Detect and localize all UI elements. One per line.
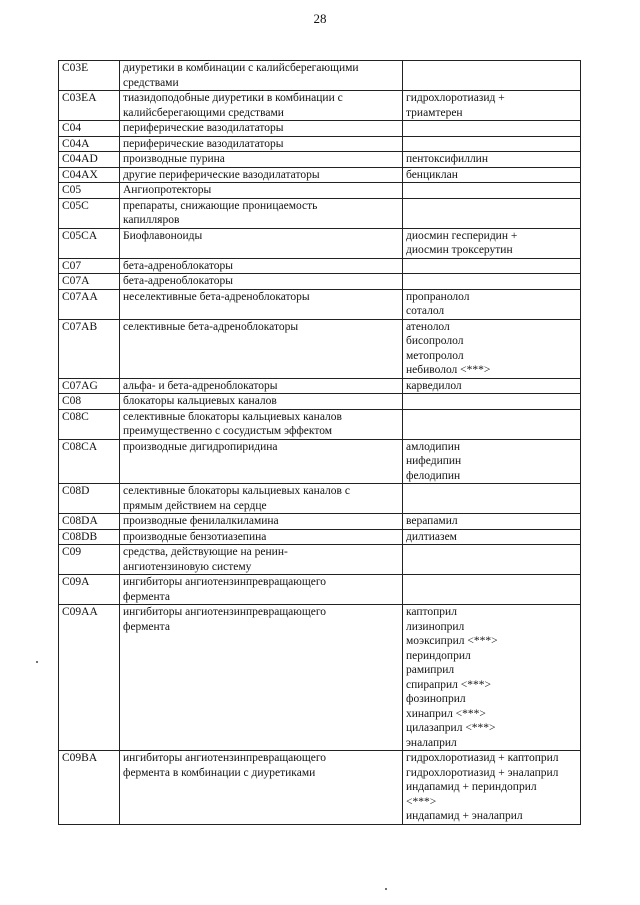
atc-group-name: селективные блокаторы кальциевых каналов с прямым действием на сердце [120, 484, 403, 514]
drug-list [403, 228, 581, 258]
atc-group-name: селективные блокаторы кальциевых каналов преимущественно с сосудистым эффектом [120, 409, 403, 439]
table-row [59, 152, 581, 168]
atc-group-name: тиазидоподобные диуретики в комбинации с калийсберегающими средствами [120, 91, 403, 121]
drug-list [403, 751, 581, 825]
drug-list [403, 152, 581, 168]
drug-list [403, 439, 581, 484]
drug-list [403, 167, 581, 183]
drug-name: верапамил [406, 515, 458, 527]
atc-code: C09 [59, 545, 120, 575]
drug-name: гидрохлоротиазид + каптоприл [406, 752, 559, 764]
drug-name: хинаприл <***> [406, 707, 486, 720]
drug-name: небиволол <***> [406, 364, 491, 376]
drug-list [403, 409, 581, 439]
table-row [59, 751, 581, 825]
drug-name: спираприл <***> [406, 678, 492, 691]
atc-group-name: Ангиопротекторы [120, 183, 403, 199]
table-row [59, 319, 581, 378]
atc-code: C04AX [59, 167, 120, 183]
table-row [59, 91, 581, 121]
drug-name: пропранолол [406, 290, 470, 303]
drug-list [403, 258, 581, 274]
atc-code: C04A [59, 136, 120, 152]
table-row [59, 378, 581, 394]
atc-group-name: ингибиторы ангиотензинпревращающего фермента [120, 575, 403, 605]
drug-name: амлодипин [406, 440, 461, 453]
drug-name: бисопролол [406, 335, 464, 347]
atc-group-name: бета-адреноблокаторы [120, 274, 403, 290]
drug-list [403, 575, 581, 605]
drug-name: атенолол [406, 320, 450, 333]
table-row [59, 61, 581, 91]
atc-code: C05CA [59, 228, 120, 258]
table-row [59, 605, 581, 751]
atc-code: C08CA [59, 439, 120, 484]
atc-group-name: периферические вазодилататоры [120, 121, 403, 137]
atc-group-name: производные дигидропиридина [120, 439, 403, 484]
atc-code: C09BA [59, 751, 120, 825]
drug-list [403, 394, 581, 410]
atc-table-body [59, 61, 581, 825]
atc-group-name: препараты, снижающие проницаемость капилляров [120, 198, 403, 228]
atc-group-name: производные фенилалкиламина [120, 514, 403, 530]
table-row [59, 274, 581, 290]
table-row [59, 136, 581, 152]
table-row [59, 198, 581, 228]
scan-speck [36, 661, 38, 663]
drug-name: нифедипин [406, 455, 462, 467]
atc-group-name: ингибиторы ангиотензинпревращающего фермента в комбинации с диуретиками [120, 751, 403, 825]
atc-code: C05C [59, 198, 120, 228]
drug-list [403, 274, 581, 290]
atc-group-name: средства, действующие на ренин- ангиотензиновую систему [120, 545, 403, 575]
atc-code: C08 [59, 394, 120, 410]
atc-code: C08DB [59, 529, 120, 545]
atc-group-name: бета-адреноблокаторы [120, 258, 403, 274]
drug-list [403, 289, 581, 319]
drug-list [403, 136, 581, 152]
atc-group-name: неселективные бета-адреноблокаторы [120, 289, 403, 319]
scan-speck [385, 888, 387, 890]
atc-code: C09AA [59, 605, 120, 751]
drug-name: гидрохлоротиазид + триамтерен [406, 92, 505, 119]
table-row [59, 545, 581, 575]
drug-list [403, 198, 581, 228]
drug-list [403, 319, 581, 378]
table-row [59, 183, 581, 199]
table-row [59, 258, 581, 274]
drug-name: гидрохлоротиазид + эналаприл [406, 766, 559, 779]
table-row [59, 529, 581, 545]
atc-group-name: селективные бета-адреноблокаторы [120, 319, 403, 378]
atc-code: C08DA [59, 514, 120, 530]
drug-name: пентоксифиллин [406, 153, 488, 165]
atc-group-name: производные пурина [120, 152, 403, 168]
drug-name: каптоприл [406, 606, 457, 618]
atc-code: C07A [59, 274, 120, 290]
drug-name: фозиноприл [406, 693, 466, 705]
drug-name: фелодипин [406, 469, 461, 482]
drug-name: индапамид + эналаприл [406, 810, 523, 822]
drug-name: рамиприл [406, 664, 455, 676]
drug-name: эналаприл [406, 736, 457, 749]
table-row [59, 228, 581, 258]
atc-group-name: периферические вазодилататоры [120, 136, 403, 152]
drug-name: метопролол [406, 349, 464, 362]
atc-group-name: Биофлавоноиды [120, 228, 403, 258]
drug-list [403, 91, 581, 121]
table-row [59, 575, 581, 605]
atc-code: C03E [59, 61, 120, 91]
drug-list [403, 183, 581, 199]
table-row [59, 121, 581, 137]
drug-list [403, 545, 581, 575]
atc-code: C05 [59, 183, 120, 199]
drug-name: карведилол [406, 379, 462, 392]
drug-name: бенциклан [406, 168, 458, 181]
atc-code: C09A [59, 575, 120, 605]
drug-name: моэксиприл <***> [406, 635, 498, 647]
drug-list [403, 484, 581, 514]
atc-code: C08D [59, 484, 120, 514]
drug-name: периндоприл [406, 649, 471, 662]
drug-list [403, 61, 581, 91]
table-row [59, 514, 581, 530]
atc-drug-table [58, 60, 581, 825]
table-row [59, 439, 581, 484]
atc-group-name: альфа- и бета-адреноблокаторы [120, 378, 403, 394]
drug-list [403, 514, 581, 530]
table-row [59, 167, 581, 183]
atc-code: C07AA [59, 289, 120, 319]
atc-code: C03EA [59, 91, 120, 121]
drug-name: диосмин гесперидин + диосмин троксерутин [406, 229, 518, 256]
page-number: 28 [313, 11, 327, 26]
drug-name: дилтиазем [406, 530, 457, 543]
atc-group-name: ингибиторы ангиотензинпревращающего фермента [120, 605, 403, 751]
drug-name: цилазаприл <***> [406, 722, 496, 734]
atc-code: C07 [59, 258, 120, 274]
atc-code: C04 [59, 121, 120, 137]
drug-name: лизиноприл [406, 620, 465, 633]
table-row [59, 394, 581, 410]
drug-list [403, 529, 581, 545]
drug-list [403, 378, 581, 394]
atc-code: C07AB [59, 319, 120, 378]
atc-group-name: блокаторы кальциевых каналов [120, 394, 403, 410]
drug-list [403, 121, 581, 137]
atc-group-name: производные бензотиазепина [120, 529, 403, 545]
drug-list [403, 605, 581, 751]
atc-code: C04AD [59, 152, 120, 168]
table-row [59, 289, 581, 319]
atc-group-name: другие периферические вазодилататоры [120, 167, 403, 183]
atc-code: C07AG [59, 378, 120, 394]
table-row [59, 484, 581, 514]
drug-name: индапамид + периндоприл <***> [406, 781, 537, 808]
atc-group-name: диуретики в комбинации с калийсберегающими средствами [120, 61, 403, 91]
drug-name: соталол [406, 305, 445, 317]
table-row [59, 409, 581, 439]
atc-code: C08C [59, 409, 120, 439]
